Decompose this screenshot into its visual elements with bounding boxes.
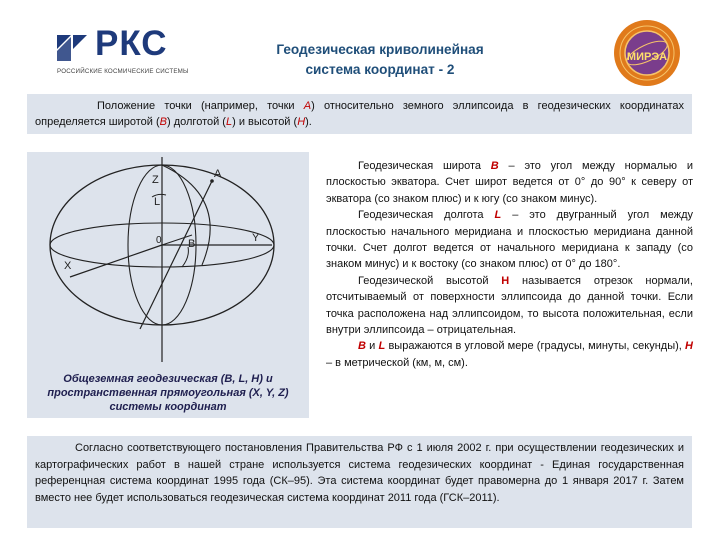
label-z: Z (152, 174, 159, 186)
angle-b-arc (182, 247, 188, 267)
units-paragraph: В и L выражаются в угловой мере (градусы, минуты, секунды), Н – в метрической (км, м, см). (326, 340, 693, 369)
rks-logo-subtext: РОССИЙСКИЕ КОСМИЧЕСКИЕ СИСТЕМЫ (57, 68, 189, 75)
mirea-logo-icon (612, 18, 682, 88)
regulation-box (27, 436, 692, 528)
rks-logo-text: РКС (95, 24, 168, 63)
meridian-arc (162, 165, 210, 265)
title-line-2: система координат - 2 (305, 62, 455, 77)
rks-logo (57, 24, 189, 84)
ellipsoid-diagram (30, 157, 306, 367)
height-paragraph: Геодезической высотой Н называется отрезок нормали, отсчитываемый от поверхности эллипсоида до данной точки. Если точка расположена над эллипсоидом, то высота положительная, если внутри эллипсоида – отрицательная. (326, 274, 693, 337)
rks-mark-icon (57, 31, 93, 63)
intro-box: Положение точки (например, точки А) относительно земного эллипсоида в геодезических координатах определяется широтой (В) долготой (L) и высотой (Н). (27, 94, 692, 134)
definitions-text (326, 158, 693, 371)
label-a: A (214, 168, 222, 180)
page-title (220, 40, 540, 80)
longitude-paragraph: Геодезическая долгота L – это двугранный угол между плоскостью начального меридиана и плоскостью меридиана данной точки. Счет долгот ведется от начального меридиана к западу (со знаком минус) и к востоку (со знаком плюс) от 0° до 180°. (326, 209, 693, 271)
label-o: 0 (156, 235, 162, 246)
title-line-1: Геодезическая криволинейная (276, 42, 484, 57)
label-b: B (188, 238, 196, 250)
figure-caption: Общеземная геодезическая (B, L, H) и пространственная прямоугольная (X, Y, Z) системы координат (47, 373, 289, 413)
normal-line (140, 181, 212, 329)
regulation-text: Согласно соответствующего постановления Правительства РФ с 1 июля 2002 г. при осуществлении геодезических и картографических работ в нашей стране используется система геодезических координат - Единая государственная референцная система координат 1995 года (СК–95). Эта система координат будет правомерна до 1 января 2017 г. Затем вместо нее будет использоваться геодезическая система координат 2011 года (ГСК–2011). (35, 442, 684, 504)
label-x: X (64, 260, 72, 272)
latitude-paragraph: Геодезическая широта В – это угол между нормалью и плоскостью экватора. Счет широт ведется от 0° до 90° к северу от экватора (со знаком плюс) и к югу (со знаком минус). (326, 160, 694, 205)
mirea-logo-text: МИРЭА (626, 51, 668, 63)
label-l: L (154, 196, 161, 208)
label-y: Y (252, 232, 260, 244)
